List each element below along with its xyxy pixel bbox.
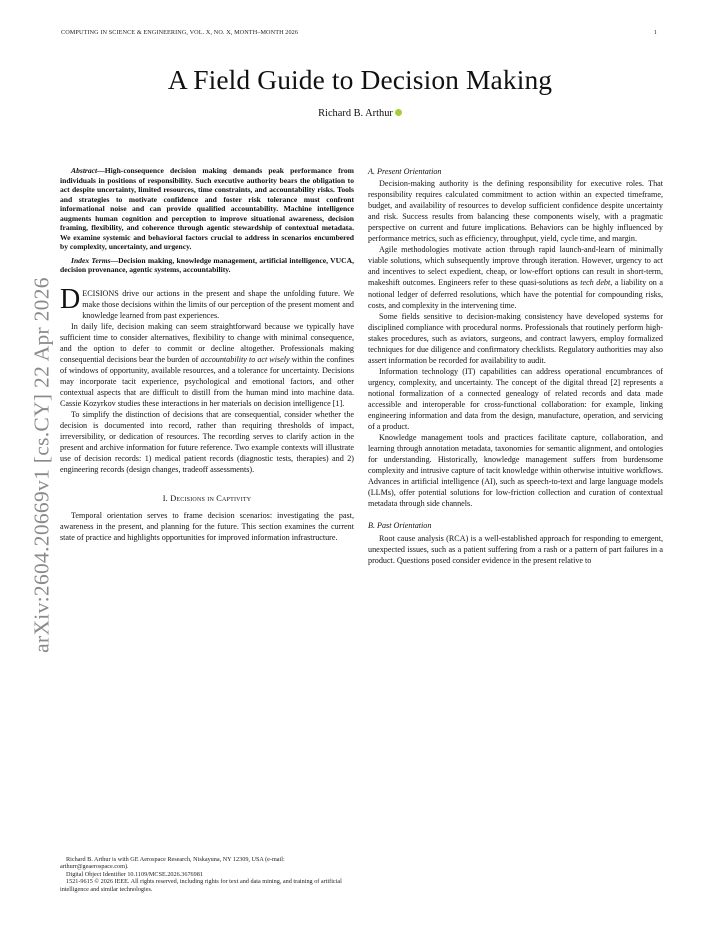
index-terms bbox=[60, 256, 354, 275]
footnote-affiliation: Richard B. Arthur is with GE Aerospace Research, Niskayuna, NY 12309, USA (e-mail: arthurr@geaerospace.com). bbox=[60, 856, 285, 871]
index-terms-text: —Decision making, knowledge management, artificial intelligence, VUCA, decision provenance, agentic systems, accountability. bbox=[60, 255, 355, 274]
right-column bbox=[368, 166, 663, 566]
subsection-a-paragraph-2 bbox=[368, 244, 663, 310]
subsection-a-p2-emphasis: tech debt bbox=[580, 278, 611, 288]
section-1-heading: I. Decisions in Captivity bbox=[162, 494, 252, 504]
intro-p2-emphasis: accountability to act wisely bbox=[200, 354, 290, 364]
abstract-label: Abstract bbox=[71, 166, 98, 175]
footnote-doi: Digital Object Identifier 10.1109/MCSE.2026.3676981 bbox=[66, 870, 203, 878]
subsection-b-paragraph-1: Root cause analysis (RCA) is a well-established approach for responding to emergent, unexpected issues, such as a patient suffering from a rash or a pattern of part failures in a product. Questions posed consider evidence in the present relative to bbox=[368, 533, 663, 565]
intro-p1-text: ECISIONS drive our actions in the present and shape the unfolding future. We make those decisions within the limits of our perception of the present moment and knowledge learned from past experiences. bbox=[82, 288, 354, 320]
subsection-a-paragraph-1: Decision-making authority is the defining responsibility for executive roles. That responsibility requires calculated commitment to action within an expected timeframe, budget, and availability of resources to develop sufficient confidence despite uncertainty and risk. Success results from balancing these components wisely, with a pragmatic perspective on current and future implications. Behaviors can be highly influenced by performance metrics, such as efficiency, throughput, yield, cycle time, and margin. bbox=[368, 179, 663, 244]
abstract bbox=[60, 166, 354, 252]
footnote bbox=[60, 856, 354, 893]
author-name: Richard B. Arthur bbox=[318, 108, 393, 119]
subsection-b-heading: B. Past Orientation bbox=[368, 521, 432, 531]
page-number: 1 bbox=[653, 29, 657, 36]
arxiv-identifier: arXiv:2604.20669v1 [cs.CY] 22 Apr 2026 bbox=[29, 277, 54, 653]
index-terms-label: Index Terms bbox=[71, 255, 111, 265]
subsection-a-p2-text-a: Agile methodologies motivate action through rapid launch-and-learn of minimally viable solutions, which subsequently improve through iteration. However, urgency to act and incentives to select expedient, cheap, or low-effort options can result in short-term, makeshift outcomes. Engineers refer to these quasi-solutions as bbox=[368, 245, 663, 288]
subsection-a-paragraph-5: Knowledge management tools and practices facilitate capture, collaboration, and learning through annotation metadata, taxonomies for semantic alignment, and ontologies for understanding. Historically, knowledge management suffers from burdensome complexity and intrusive capture of tacit knowledge within otherwise intuitive workflows. Advances in artificial intelligence (AI), such as speech-to-text and large language models (LLMs), offer potential solutions for low-friction collection and curation of contextual metadata through side channels. bbox=[368, 433, 663, 509]
section-1-paragraph-1: Temporal orientation serves to frame decision scenarios: investigating the past, awareness in the present, and planning for the future. This section examines the current state of practice and highlights opportunities for improved information infrastructure. bbox=[60, 511, 354, 543]
footnote-copyright: 1521-9615 © 2026 IEEE. All rights reserved, including rights for text and data mining, and training of artificial intelligence and similar technologies. bbox=[60, 878, 342, 893]
paper-title: A Field Guide to Decision Making bbox=[167, 64, 553, 95]
subsection-a-paragraph-3: Some fields sensitive to decision-making consistency have developed systems for disciplined compliance with procedural norms. Professionals that routinely perform high-stakes procedures, such as aviators, surgeons, and contract lawyers, employ formalized techniques for due diligence and confirmatory checklists. Regulatory authorities may also assert information be recorded for availability to audit. bbox=[368, 311, 663, 365]
intro-paragraph-3: To simplify the distinction of decisions that are consequential, consider whether the decision is documented into record, rather than requiring thresholds of impact, irreversibility, or dedication of resources. The recording serves to clarify action in the present and archive information for future reference. Two example contexts will illustrate use of decision records: 1) medical patient records (diagnostic tests, therapies) and 2) engineering records (design changes, tradeoff assessments). bbox=[60, 410, 354, 475]
abstract-text: —High-consequence decision making demands peak performance from individuals in positions of responsibility. Such executive authority bears the obligation to act despite uncertainty, limited resources, time constraints, and accountability risks. Tools and strategies to motivate confidence and foster risk tolerance must confront informational noise and can provide qualified accountability. Machine intelligence augments human cognition and perception to improve situational awareness, decision framing, flexibility, and coherence through agentic stewardship of contextual metadata. We examine systemic and behavioral factors crucial to address in scenarios encumbered by complexity, uncertainty, and urgency. bbox=[60, 166, 354, 251]
intro-paragraph-2 bbox=[60, 321, 354, 409]
subsection-a-heading: A. Present Orientation bbox=[368, 167, 442, 176]
intro-p2-text-a: In daily life, decision making can seem straightforward because we typically have sufficient time to consider alternatives, flexibility to change with minimal consequence, and the option to defer to commit or decline altogether. Professionals making consequential decisions bear the burden of bbox=[60, 321, 354, 364]
author-line bbox=[0, 108, 720, 119]
running-head-text: COMPUTING IN SCIENCE & ENGINEERING, VOL. X, NO. X, MONTH–MONTH 2026 bbox=[61, 29, 299, 36]
orcid-icon[interactable] bbox=[395, 109, 402, 116]
subsection-a-paragraph-4: Information technology (IT) capabilities can address operational encumbrances of urgency, complexity, and uncertainty. The concept of the digital thread [2] represents a notional formalization of a connected genealogy of related records and data made accessible and interoperable for cross-functional collaboration: for example, linking engineering information and data from the design, manufacture, operation, and servicing of a product. bbox=[368, 366, 663, 432]
intro-paragraph-1 bbox=[60, 283, 354, 321]
intro-p2-text-b: within the confines of windows of opportunity, available resources, and a tolerance for uncertainty. Decisions may incorporate tacit experience, psychological and emotional factors, and other contextual aspects that are difficult to distill from the human mind into machine data. Cassie Kozyrkov studies these interactions in her materials on decision intelligence [1]. bbox=[60, 354, 354, 408]
subsection-a-p2-text-b: , a liability on a notional ledger of deferred resolutions, which have the potential for compounding risks, costs, and complexity in the intervening time. bbox=[368, 278, 663, 310]
running-head bbox=[61, 29, 659, 36]
drop-cap: D bbox=[60, 283, 81, 315]
left-column bbox=[60, 166, 354, 543]
